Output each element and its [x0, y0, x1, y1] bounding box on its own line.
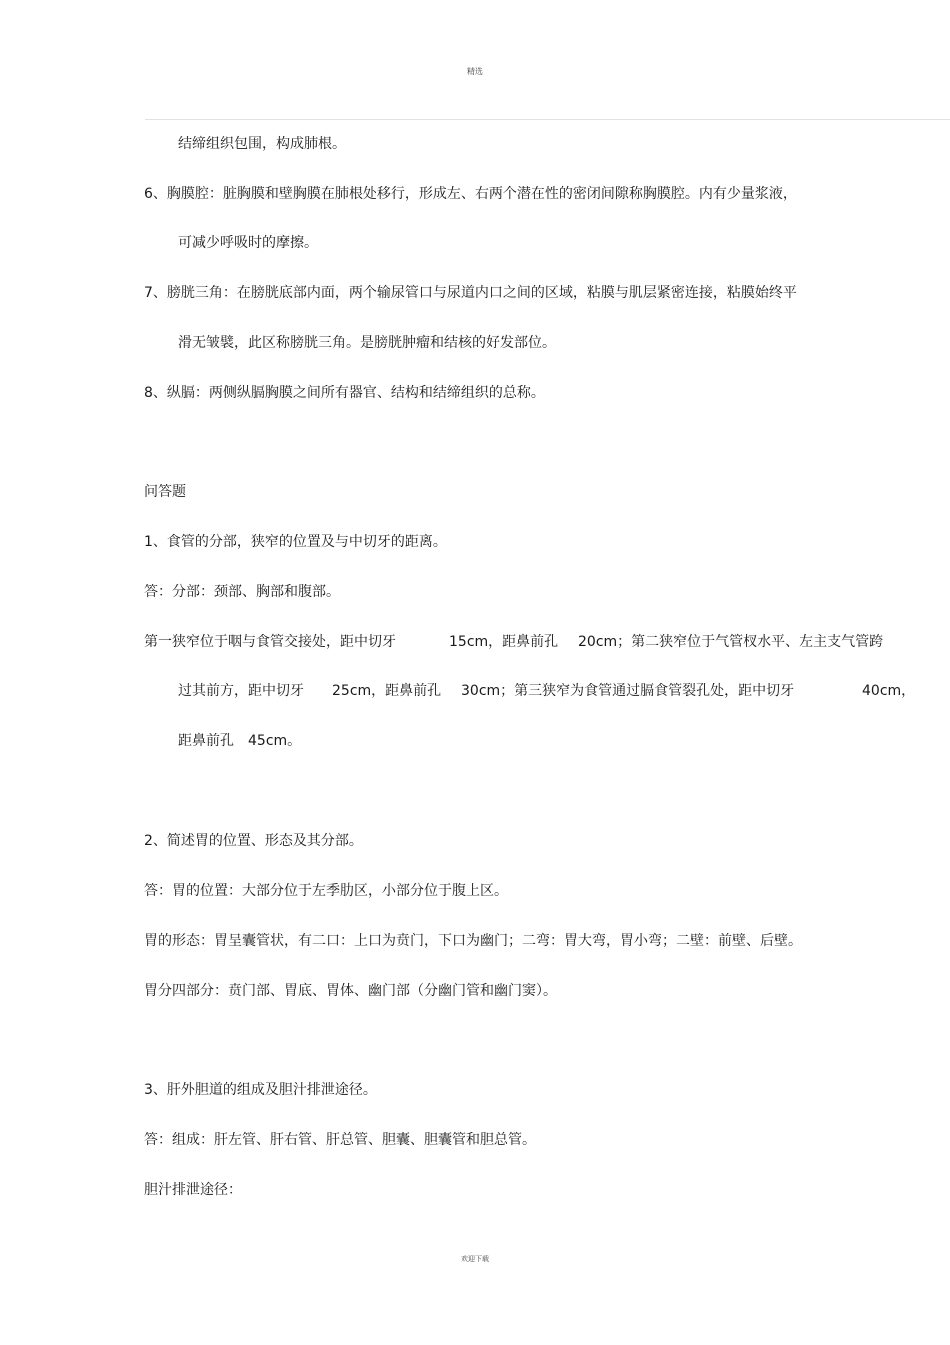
page-footer: 欢迎下载 [461, 1255, 489, 1263]
definition-6-line1: 6、胸膜腔：脏胸膜和壁胸膜在肺根处移行，形成左、右两个潜在性的密闭间隙称胸膜腔。内有少量浆液， [144, 186, 797, 202]
answer-1-stenosis-1-a: 第一狭窄位于咽与食管交接处，距中切牙 [144, 634, 396, 650]
answer-2-parts: 胃分四部分：贲门部、胃底、胃体、幽门部（分幽门管和幽门窦）。 [144, 983, 557, 999]
answer-3-route: 胆汁排泄途径： [144, 1182, 242, 1198]
definition-7-line1: 7、膀胱三角：在膀胱底部内面，两个输尿管口与尿道内口之间的区域，粘膜与肌层紧密连接，粘膜始终平 [144, 285, 797, 301]
section-title: 问答题 [144, 484, 186, 500]
answer-1-stenosis-1-b: 15cm，距鼻前孔 [449, 634, 559, 650]
answer-1-stenosis-2-b: 25cm，距鼻前孔 [332, 683, 442, 699]
definition-7-line2: 滑无皱襞，此区称膀胱三角。是膀胱肿瘤和结核的好发部位。 [178, 335, 556, 351]
definition-8: 8、纵膈：两侧纵膈胸膜之间所有器官、结构和结缔组织的总称。 [144, 385, 545, 401]
answer-1-stenosis-3-a: 距鼻前孔 [178, 733, 234, 749]
answer-1-stenosis-2-d: 40cm， [862, 683, 916, 699]
answer-1-stenosis-2-c: 30cm；第三狭窄为食管通过膈食管裂孔处，距中切牙 [461, 683, 795, 699]
answer-1-stenosis-2-a: 过其前方，距中切牙 [178, 683, 304, 699]
question-3: 3、肝外胆道的组成及胆汁排泄途径。 [144, 1082, 377, 1098]
question-2: 2、简述胃的位置、形态及其分部。 [144, 833, 363, 849]
answer-2-position: 答：胃的位置：大部分位于左季肋区，小部分位于腹上区。 [144, 883, 508, 899]
answer-2-shape: 胃的形态：胃呈囊管状，有二口：上口为贲门，下口为幽门；二弯：胃大弯，胃小弯；二壁：前壁、后壁。 [144, 933, 802, 949]
page-header: 精选 [467, 67, 483, 76]
answer-1-stenosis-1-c: 20cm；第二狭窄位于气管杈水平、左主支气管跨 [578, 634, 884, 650]
answer-3-composition: 答：组成：肝左管、肝右管、肝总管、胆囊、胆囊管和胆总管。 [144, 1132, 536, 1148]
answer-1-stenosis-3-b: 45cm。 [248, 733, 302, 749]
header-divider [145, 119, 950, 120]
definition-6-line2: 可减少呼吸时的摩擦。 [178, 235, 318, 251]
definition-5-continuation: 结缔组织包围，构成肺根。 [178, 136, 346, 152]
answer-1-parts: 答：分部：颈部、胸部和腹部。 [144, 584, 340, 600]
question-1: 1、食管的分部，狭窄的位置及与中切牙的距离。 [144, 534, 447, 550]
